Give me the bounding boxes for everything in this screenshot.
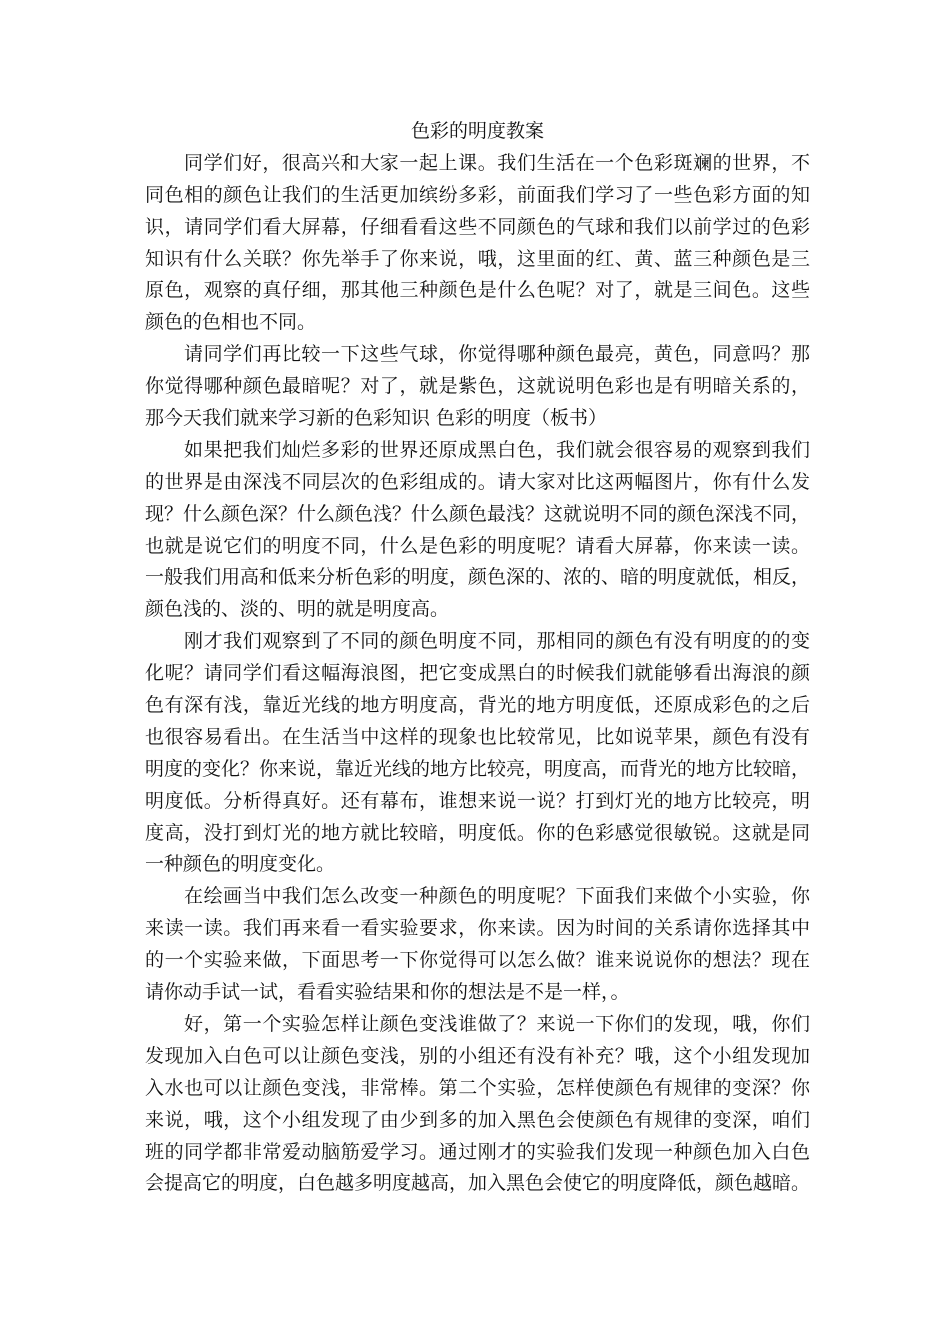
text-line: 来说，哦，这个小组发现了由少到多的加入黑色会使颜色有规律的变深，咱们 bbox=[145, 1108, 810, 1131]
text-line: 好，第一个实验怎样让颜色变浅谁做了？来说一下你们的发现，哦，你们 bbox=[184, 1012, 810, 1035]
document-page bbox=[145, 116, 810, 1200]
text-line: 现？什么颜色深？什么颜色浅？什么颜色最浅？这就说明不同的颜色深浅不同， bbox=[145, 502, 811, 525]
text-line: 同色相的颜色让我们的生活更加缤纷多彩，前面我们学习了一些色彩方面的知 bbox=[145, 183, 810, 206]
paragraph bbox=[145, 881, 810, 1009]
text-line: 请你动手试一试，看看实验结果和你的想法是不是一样，。 bbox=[145, 981, 630, 1004]
text-line: 在绘画当中我们怎么改变一种颜色的明度呢？下面我们来做个小实验，你 bbox=[184, 885, 810, 908]
text-line: 班的同学都非常爱动脑筋爱学习。通过刚才的实验我们发现一种颜色加入白色 bbox=[145, 1140, 810, 1163]
text-line: 原色，观察的真仔细，那其他三种颜色是什么色呢？对了，就是三间色。这些 bbox=[145, 279, 810, 302]
text-line: 明度低。分析得真好。还有幕布，谁想来说一说？打到灯光的地方比较亮，明 bbox=[145, 789, 810, 812]
text-line: 如果把我们灿烂多彩的世界还原成黑白色，我们就会很容易的观察到我们 bbox=[184, 438, 810, 461]
document-body bbox=[145, 148, 810, 1200]
text-line: 的一个实验来做，下面思考一下你觉得可以怎么做？谁来说说你的想法？现在 bbox=[145, 949, 810, 972]
text-line: 色有深有浅，靠近光线的地方明度高，背光的地方明度低，还原成彩色的之后 bbox=[145, 694, 810, 717]
text-line: 识，请同学们看大屏幕，仔细看看这些不同颜色的气球和我们以前学过的色彩 bbox=[145, 215, 810, 238]
text-line: 会提高它的明度，白色越多明度越高，加入黑色会使它的明度降低，颜色越暗。 bbox=[145, 1172, 811, 1195]
text-line: 入水也可以让颜色变浅，非常棒。第二个实验，怎样使颜色有规律的变深？你 bbox=[145, 1076, 810, 1099]
paragraph bbox=[145, 1009, 810, 1200]
paragraph bbox=[145, 339, 810, 435]
document-title: 色彩的明度教案 bbox=[410, 120, 544, 142]
text-line: 明度的变化？你来说，靠近光线的地方比较亮，明度高，而背光的地方比较暗， bbox=[145, 757, 811, 780]
text-line: 一般我们用高和低来分析色彩的明度，颜色深的、浓的、暗的明度就低，相反， bbox=[145, 566, 811, 589]
text-line: 那今天我们就来学习新的色彩知识 色彩的明度（板书） bbox=[145, 407, 608, 430]
text-line: 刚才我们观察到了不同的颜色明度不同，那相同的颜色有没有明度的的变 bbox=[184, 630, 810, 653]
paragraph bbox=[145, 435, 810, 626]
text-line: 你觉得哪种颜色最暗呢？对了，就是紫色，这就说明色彩也是有明暗关系的， bbox=[145, 375, 810, 398]
text-line: 颜色浅的、淡的、明的就是明度高。 bbox=[145, 598, 450, 621]
text-line: 发现加入白色可以让颜色变浅，别的小组还有没有补充？哦，这个小组发现加 bbox=[145, 1044, 810, 1067]
text-line: 的世界是由深浅不同层次的色彩组成的。请大家对比这两幅图片，你有什么发 bbox=[145, 470, 810, 493]
text-line: 同学们好，很高兴和大家一起上课。我们生活在一个色彩斑斓的世界，不 bbox=[184, 151, 810, 174]
text-line: 度高，没打到灯光的地方就比较暗，明度低。你的色彩感觉很敏锐。这就是同 bbox=[145, 821, 810, 844]
text-line: 化呢？请同学们看这幅海浪图，把它变成黑白的时候我们就能够看出海浪的颜 bbox=[145, 662, 810, 685]
paragraph bbox=[145, 148, 810, 339]
text-line: 颜色的色相也不同。 bbox=[145, 311, 317, 334]
text-line: 请同学们再比较一下这些气球，你觉得哪种颜色最亮，黄色，同意吗？那 bbox=[184, 343, 810, 366]
text-line: 来读一读。我们再来看一看实验要求，你来读。因为时间的关系请你选择其中 bbox=[145, 917, 810, 940]
text-line: 也很容易看出。在生活当中这样的现象也比较常见，比如说苹果，颜色有没有 bbox=[145, 725, 810, 748]
paragraph bbox=[145, 626, 810, 881]
text-line: 一种颜色的明度变化。 bbox=[145, 853, 336, 876]
text-line: 知识有什么关联？你先举手了你来说，哦，这里面的红、黄、蓝三种颜色是三 bbox=[145, 247, 810, 270]
text-line: 也就是说它们的明度不同，什么是色彩的明度呢？请看大屏幕，你来读一读。 bbox=[145, 534, 810, 557]
